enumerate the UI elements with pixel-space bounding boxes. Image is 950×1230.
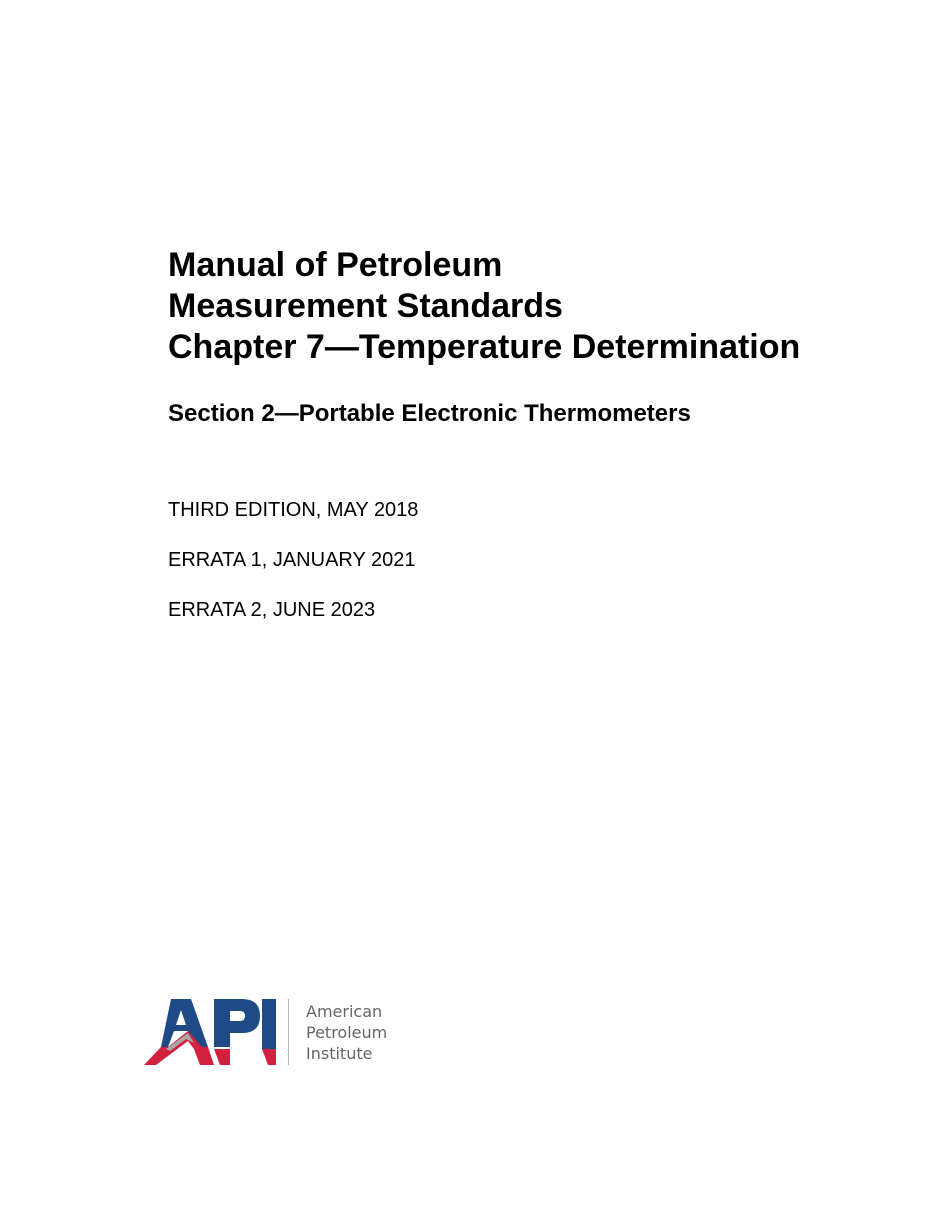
title-line-3: Chapter 7—Temperature Determination bbox=[168, 328, 801, 366]
logo-letter-p-red bbox=[214, 1049, 230, 1065]
api-logo bbox=[144, 997, 404, 1069]
logo-text-line-2: Petroleum bbox=[306, 1023, 388, 1042]
api-logo-icon bbox=[144, 997, 278, 1067]
logo-org-name bbox=[306, 1001, 387, 1064]
logo-letter-p bbox=[214, 999, 260, 1047]
logo-letter-i-red bbox=[262, 1049, 276, 1065]
logo-text-line-3: Institute bbox=[306, 1044, 373, 1063]
errata-2-line: ERRATA 2, JUNE 2023 bbox=[168, 599, 376, 621]
section-title: Section 2—Portable Electronic Thermometers bbox=[168, 400, 691, 427]
title-line-1: Manual of Petroleum bbox=[168, 246, 503, 284]
logo-letter-i bbox=[262, 999, 276, 1049]
logo-divider bbox=[288, 999, 289, 1065]
edition-line: THIRD EDITION, MAY 2018 bbox=[168, 499, 419, 521]
title-line-2: Measurement Standards bbox=[168, 287, 563, 325]
logo-text-line-1: American bbox=[306, 1002, 383, 1021]
document-title bbox=[168, 245, 928, 368]
errata-1-line: ERRATA 1, JANUARY 2021 bbox=[168, 549, 416, 571]
